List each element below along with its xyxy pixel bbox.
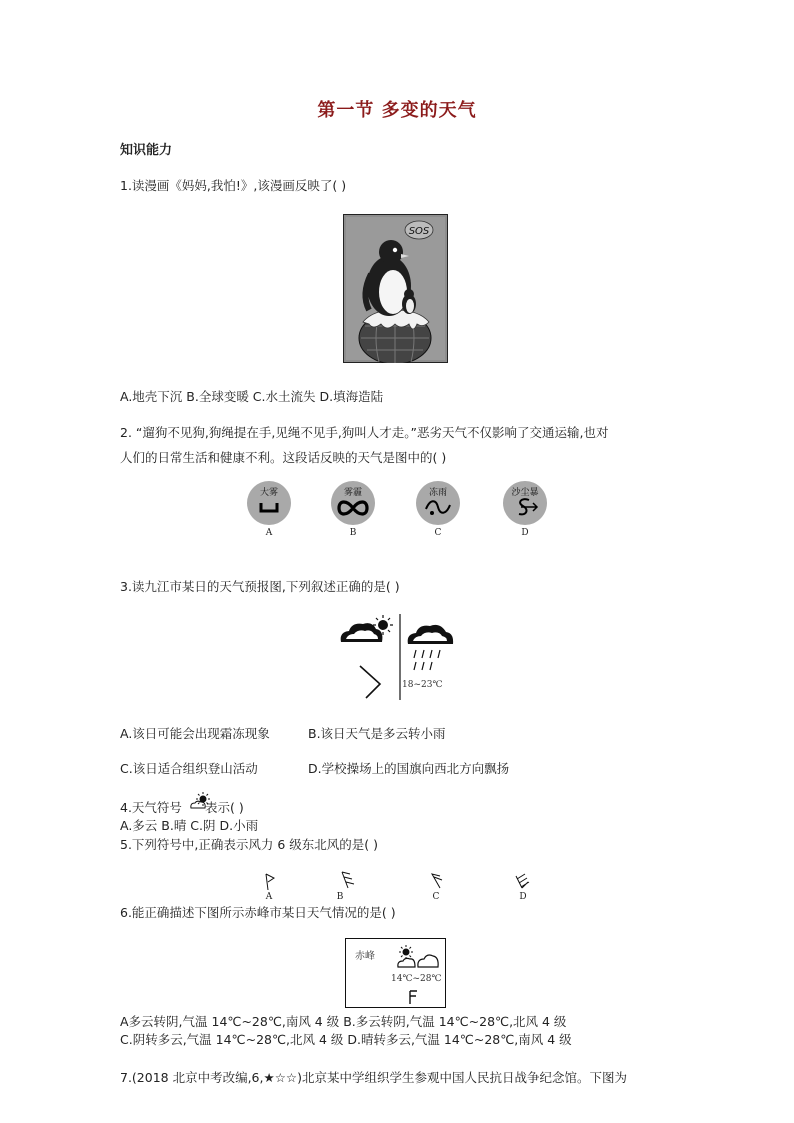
weather-symbol-heavy-fog	[247, 481, 291, 525]
q7-stem: 7.(2018 北京中考改编,6,★☆☆)北京某中学组织学生参观中国人民抗日战争纪念馆。下图为	[120, 1070, 627, 1085]
section-heading: 知识能力	[120, 143, 173, 158]
q5-letter-d: D	[519, 892, 527, 902]
q1-options: A.地壳下沉 B.全球变暖 C.水土流失 D.填海造陆	[120, 389, 384, 404]
page-title: 第一节 多变的天气	[317, 100, 477, 121]
cloudy-sun-icon	[341, 615, 393, 642]
q4-stem-part1: 4.天气符号	[120, 800, 182, 815]
freezing-rain-icon	[416, 481, 460, 525]
wind-symbol-b-icon	[342, 872, 354, 888]
option-letter-d: D	[521, 528, 529, 538]
q3-stem: 3.读九江市某日的天气预报图,下列叙述正确的是( )	[120, 579, 400, 594]
q6-options-cd: C.阴转多云,气温 14℃~28℃,北风 4 级 D.晴转多云,气温 14℃~28℃,南风 4 级	[120, 1032, 572, 1047]
q1-stem: 1.读漫画《妈妈,我怕!》,该漫画反映了( )	[120, 178, 347, 193]
q6-options-ab: A多云转阴,气温 14℃~28℃,南风 4 级 B.多云转阴,气温 14℃~28℃,北风 4 级	[120, 1014, 567, 1029]
q5-letter-a: A	[265, 892, 273, 902]
symbol-label: 大雾	[259, 488, 278, 498]
penguin-cartoon-image	[343, 214, 448, 363]
q3-option-a: A.该日可能会出现霜冻现象	[120, 726, 270, 741]
q6-stem: 6.能正确描述下图所示赤峰市某日天气情况的是( )	[120, 905, 396, 920]
q2-line1: 2. “遛狗不见狗,狗绳提在手,见绳不见手,狗叫人才走。”恶劣天气不仅影响了交通运输,也对	[120, 425, 609, 440]
weather-symbol-haze	[331, 481, 375, 525]
heavy-fog-icon	[247, 481, 291, 525]
light-rain-icon	[408, 625, 453, 670]
q4-stem-part2: 表示( )	[205, 800, 244, 815]
option-letter-b: B	[349, 528, 357, 538]
q4-options: A.多云 B.晴 C.阴 D.小雨	[120, 818, 259, 833]
q5-letter-c: C	[432, 892, 440, 902]
symbol-label: 冻雨	[428, 488, 447, 498]
city-name: 赤峰	[355, 951, 375, 962]
wind-symbol-a-icon	[266, 874, 274, 890]
weather-symbol-freezing-rain	[416, 481, 460, 525]
option-letter-a: A	[265, 528, 273, 538]
wind-barb-icon	[360, 666, 380, 698]
wind-symbol-c-icon	[432, 874, 442, 888]
q2-line2: 人们的日常生活和健康不利。这段话反映的天气是图中的( )	[120, 450, 447, 465]
chifeng-weather-box	[345, 938, 446, 1008]
option-letter-c: C	[434, 528, 442, 538]
q3-option-c: C.该日适合组织登山活动	[120, 761, 258, 776]
sos-text: SOS	[408, 226, 430, 237]
q3-option-d: D.学校操场上的国旗向西北方向飘扬	[308, 761, 510, 776]
q5-letter-b: B	[336, 892, 344, 902]
cloudy-to-overcast-icon	[396, 943, 440, 969]
wind-symbols-row	[258, 868, 533, 894]
q5-stem: 5.下列符号中,正确表示风力 6 级东北风的是( )	[120, 837, 379, 852]
q3-option-b: B.该日天气是多云转小雨	[308, 726, 446, 741]
q6-temperature: 14℃~28℃	[391, 974, 442, 984]
q3-temperature: 18~23℃	[402, 680, 443, 690]
weather-symbol-sandstorm	[503, 481, 547, 525]
symbol-label: 雾霾	[343, 488, 362, 498]
haze-icon	[331, 481, 375, 525]
sandstorm-icon	[503, 481, 547, 525]
symbol-label: 沙尘暴	[511, 488, 539, 498]
wind-symbol-d-icon	[516, 874, 529, 888]
south-wind-barb-icon	[406, 989, 420, 1005]
